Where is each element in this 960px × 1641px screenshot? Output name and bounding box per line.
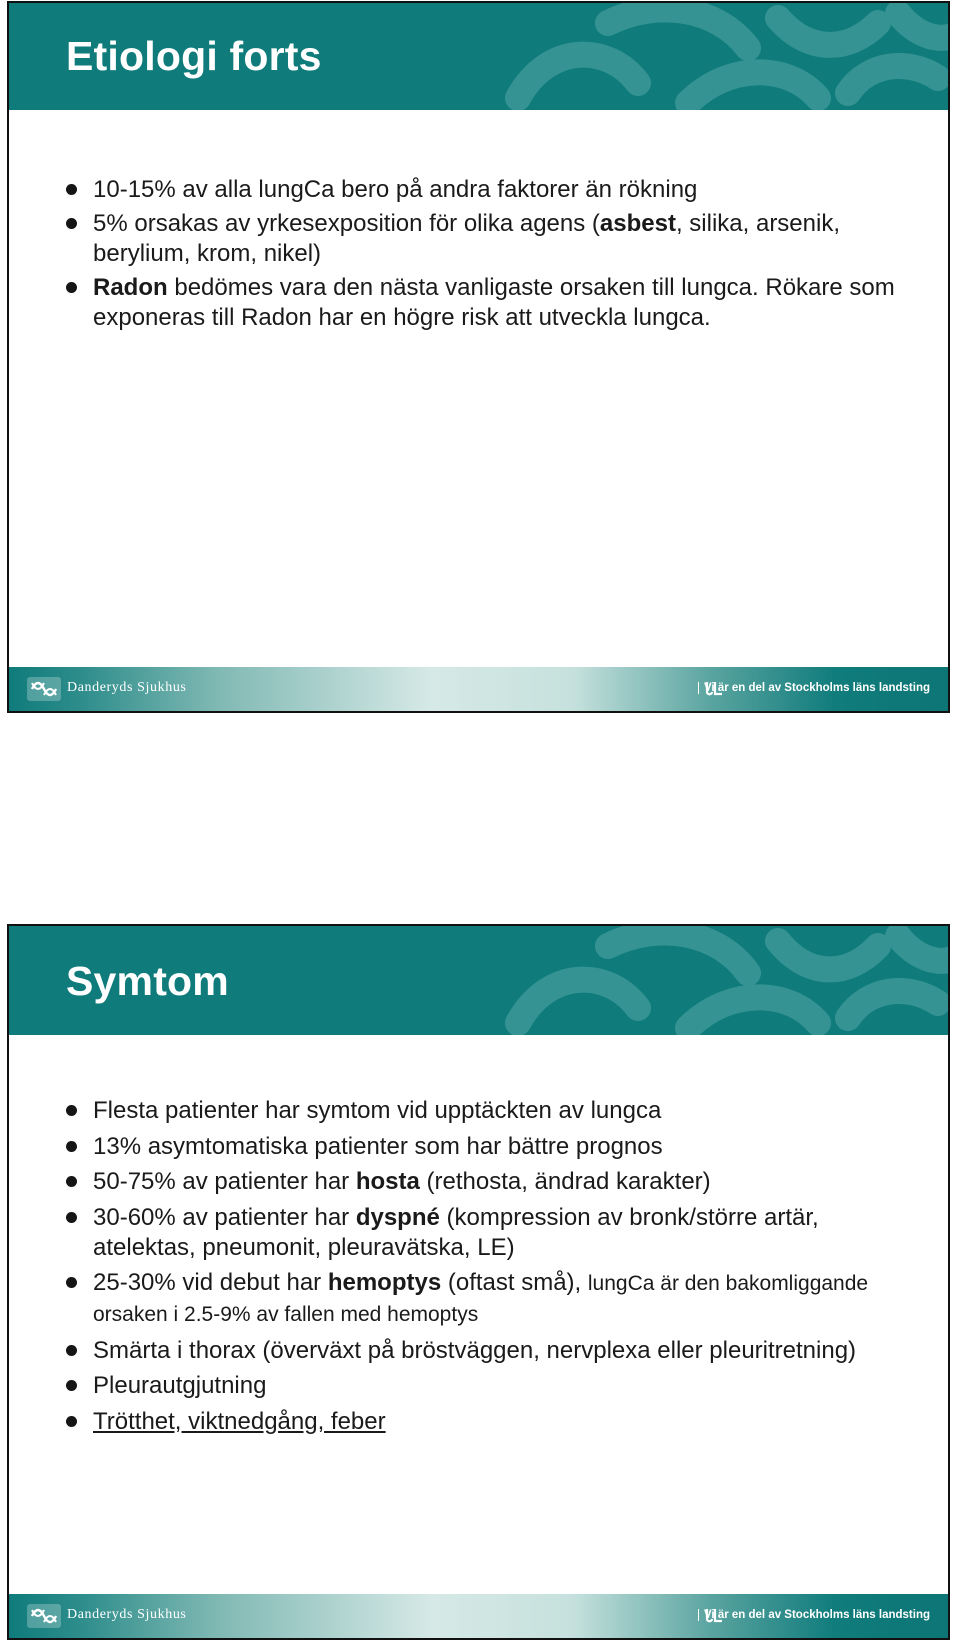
wave-decoration-icon: [488, 3, 948, 110]
bullet-text: , silika, arsenik, berylium, krom, nikel): [93, 210, 841, 267]
bullet-dot-icon: [66, 1212, 77, 1223]
bullet-item: [66, 209, 918, 269]
bullet-emphasis: asbest: [599, 210, 676, 237]
bullet-dot-icon: [66, 1416, 77, 1427]
bullet-text: lungCa är den bakomliggande orsaken i 2.5-9% av fallen med hemoptys: [93, 1272, 869, 1326]
bullet-item: [66, 1096, 918, 1126]
bullet-text: bedömes vara den nästa vanligaste orsaken till lungca. Rökare som exponeras till Radon har en högre risk att utveckla lungca.: [93, 274, 895, 331]
slide-title: Symtom: [66, 958, 229, 1004]
bullet-dot-icon: [66, 1141, 77, 1152]
bullet-text: Smärta i thorax (överväxt på bröstväggen, nervplexa eller pleuritretning): [93, 1336, 857, 1364]
slide-symtom: [7, 924, 950, 1640]
slide-etiologi: [7, 1, 950, 713]
bullet-text: Pleurautgjutning: [93, 1372, 267, 1399]
bullet-item: [66, 1371, 918, 1401]
bullet-dot-icon: [66, 184, 77, 195]
bullet-item: [66, 1132, 918, 1162]
bullet-item: [66, 273, 918, 333]
bullet-dot-icon: [66, 1380, 77, 1391]
bullet-item: [66, 1268, 918, 1330]
hospital-name: Danderyds Sjukhus: [67, 680, 187, 695]
bullet-text: (kompression av bronk/större artär, atelektas, pneumonit, pleuravätska, LE): [93, 1203, 819, 1261]
landsting-tagline: Vi är en del av Stockholms läns landsting: [698, 682, 930, 694]
bullet-emphasis: dyspné: [355, 1203, 440, 1231]
bullet-text: (oftast små),: [441, 1269, 588, 1296]
bullet-dot-icon: [66, 1277, 77, 1288]
hospital-logo-icon: [27, 1604, 61, 1628]
bullet-dot-icon: [66, 1176, 77, 1187]
bullet-dot-icon: [66, 218, 77, 229]
bullet-text: 13% asymtomatiska patienter som har bättre prognos: [93, 1132, 663, 1160]
title-bar: [9, 926, 948, 1035]
slide-footer: [9, 667, 948, 711]
bullet-text: 50-75% av patienter har: [93, 1168, 356, 1195]
bullet-text: 10-15% av alla lungCa bero på andra faktorer än rökning: [93, 176, 698, 203]
bullet-list: [66, 1096, 918, 1442]
bullet-emphasis: hemoptys: [327, 1269, 442, 1296]
bullet-text: 30-60% av patienter har: [93, 1203, 356, 1231]
bullet-text: Trötthet, viktnedgång, feber: [93, 1407, 386, 1435]
slide-footer: [9, 1594, 948, 1638]
bullet-text: Flesta patienter har symtom vid upptäckten av lungca: [93, 1097, 662, 1124]
bullet-dot-icon: [66, 282, 77, 293]
hospital-logo-icon: [27, 677, 61, 701]
bullet-item: [66, 175, 918, 205]
bullet-emphasis: hosta: [355, 1168, 420, 1195]
wave-decoration-icon: [488, 926, 948, 1035]
bullet-item: [66, 1203, 918, 1263]
title-bar: [9, 3, 948, 110]
hospital-name: Danderyds Sjukhus: [67, 1607, 187, 1622]
bullet-item: [66, 1407, 918, 1437]
bullet-item: [66, 1336, 918, 1366]
bullet-dot-icon: [66, 1345, 77, 1356]
bullet-text: (rethosta, ändrad karakter): [419, 1168, 711, 1195]
landsting-tagline: Vi är en del av Stockholms läns landsting: [698, 1609, 930, 1621]
bullet-emphasis: Radon: [93, 274, 168, 301]
bullet-dot-icon: [66, 1105, 77, 1116]
bullet-text: 5% orsakas av yrkesexposition för olika agens (: [93, 210, 600, 237]
bullet-text: 25-30% vid debut har: [93, 1269, 328, 1296]
slide-title: Etiologi forts: [66, 33, 322, 79]
bullet-list: [66, 175, 918, 337]
bullet-item: [66, 1167, 918, 1197]
